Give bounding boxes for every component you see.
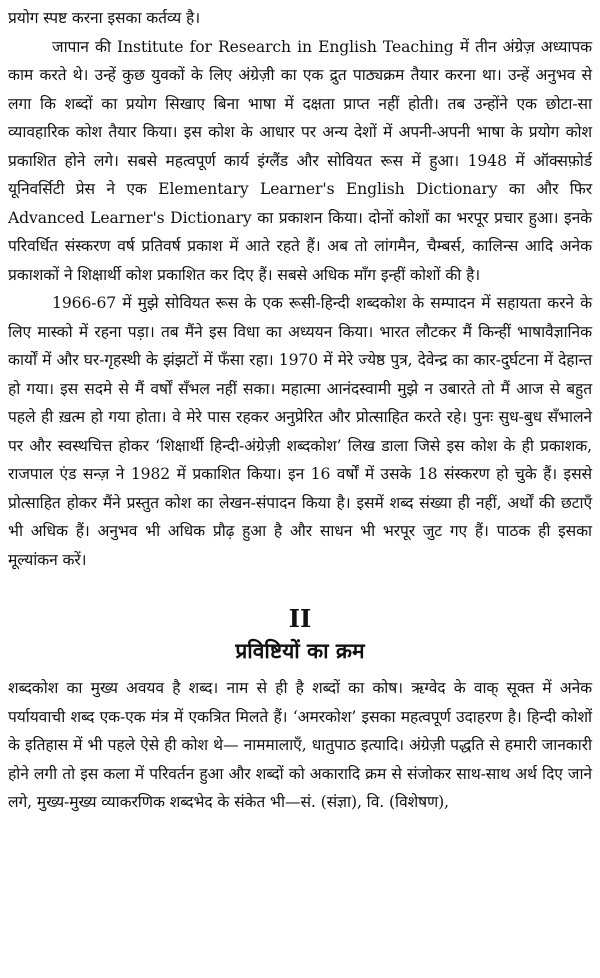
section-title: प्रविष्टियों का क्रम (235, 638, 365, 663)
section-number: II (288, 604, 312, 633)
section-paragraph: शब्दकोश का मुख्य अवयव है शब्द। नाम से ही है शब्दों का कोष। ऋग्वेद के वाक् सूक्त में अनेक पर्यायवाची शब्द एक-एक मंत्र में एकत्रित मिलते हैं। ‘अमरकोश’ इसका महत्वपूर्ण उदाहरण है। हिन्दी कोशों के इतिहास में भी पहले ऐसे ही कोश थे— नाममालाएँ, धातुपाठ इत्यादि। अंग्रेज़ी पद्धति से हमारी जानकारी होने लगी तो इस कला में परिवर्तन हुआ और शब्दों को अकारादि क्रम से संजोकर साथ-साथ अर्थ दिए जाने लगे, मुख्य-मुख्य व्याकरणिक शब्दभेद के संकेत भी—सं. (संज्ञा), वि. (विशेषण), (8, 679, 592, 811)
paragraph-1: प्रयोग स्पष्ट करना इसका कर्तव्य है। (8, 9, 201, 27)
paragraph-2: जापान की Institute for Research in English Teaching में तीन अंग्रेज़ अध्यापक काम करते थे। उन्हें कुछ युवकों के लिए अंग्रेज़ी का एक द्रुत पाठ्यक्रम तैयार करना था। उन्हें अनुभव से लगा कि शब्दों का प्रयोग सिखाए बिना भाषा में दक्षता प्राप्त नहीं होती। तब उन्होंने एक छोटा-सा व्यावहारिक कोश तैयार किया। इस कोश के आधार पर अन्य देशों में अपनी-अपनी भाषा के प्रयोग कोश प्रकाशित होने लगे। सबसे महत्वपूर्ण कार्य इंग्लैंड और सोवियत रूस में हुआ। 1948 में ऑक्सफ़ोर्ड यूनिवर्सिटी प्रेस ने एक Elementary Learner's English Dictionary का और फिर Advanced Learner's Dictionary का प्रकाशन किया। दोनों कोशों का भरपूर प्रचार हुआ। इनके परिवर्धित संस्करण वर्ष प्रतिवर्ष प्रकाश में आते रहते हैं। अब तो लांगमैन, चैम्बर्स, कालिन्स आदि अनेक प्रकाशकों ने शिक्षार्थी कोश प्रकाशित कर दिए हैं। सबसे अधिक माँग इन्हीं कोशों की है। (8, 37, 592, 284)
paragraph-3: 1966-67 में मुझे सोवियत रूस के एक रूसी-हिन्दी शब्दकोश के सम्पादन में सहायता करने के लिए मास्को में रहना पड़ा। तब मैंने इस विधा का अध्ययन किया। भारत लौटकर मैं किन्हीं भाषावैज्ञानिक कार्यों में और घर-गृहस्थी के झंझटों में फँसा रहा। 1970 में मेरे ज्येष्ठ पुत्र, देवेन्द्र का कार-दुर्घटना में देहान्त हो गया। इस सदमे से मैं वर्षों सँभल नहीं सका। महात्मा आनंदस्वामी मुझे न उबारते तो मैं आज से बहुत पहले ही ख़त्म हो गया होता। वे मेरे पास रहकर अनुप्रेरित और प्रोत्साहित करते रहे। पुनः सुध-बुध सँभालने पर और स्वस्थचित्त होकर ‘शिक्षार्थी हिन्दी-अंग्रेज़ी शब्दकोश’ लिख डाला जिसे इस कोश के ही प्रकाशक, राजपाल एंड सन्ज़ ने 1982 में प्रकाशित किया। इन 16 वर्षों में उसके 18 संस्करण हो चुके हैं। इससे प्रोत्साहित होकर मैंने प्रस्तुत कोश का लेखन-संपादन किया है। इसमें शब्द संख्या ही नहीं, अर्थों की छटाएँ भी अधिक हैं। अनुभव भी अधिक प्रौढ़ हुआ है और साधन भी भरपूर जुट गए हैं। पाठक ही इसका मूल्यांकन करें। (8, 294, 592, 569)
